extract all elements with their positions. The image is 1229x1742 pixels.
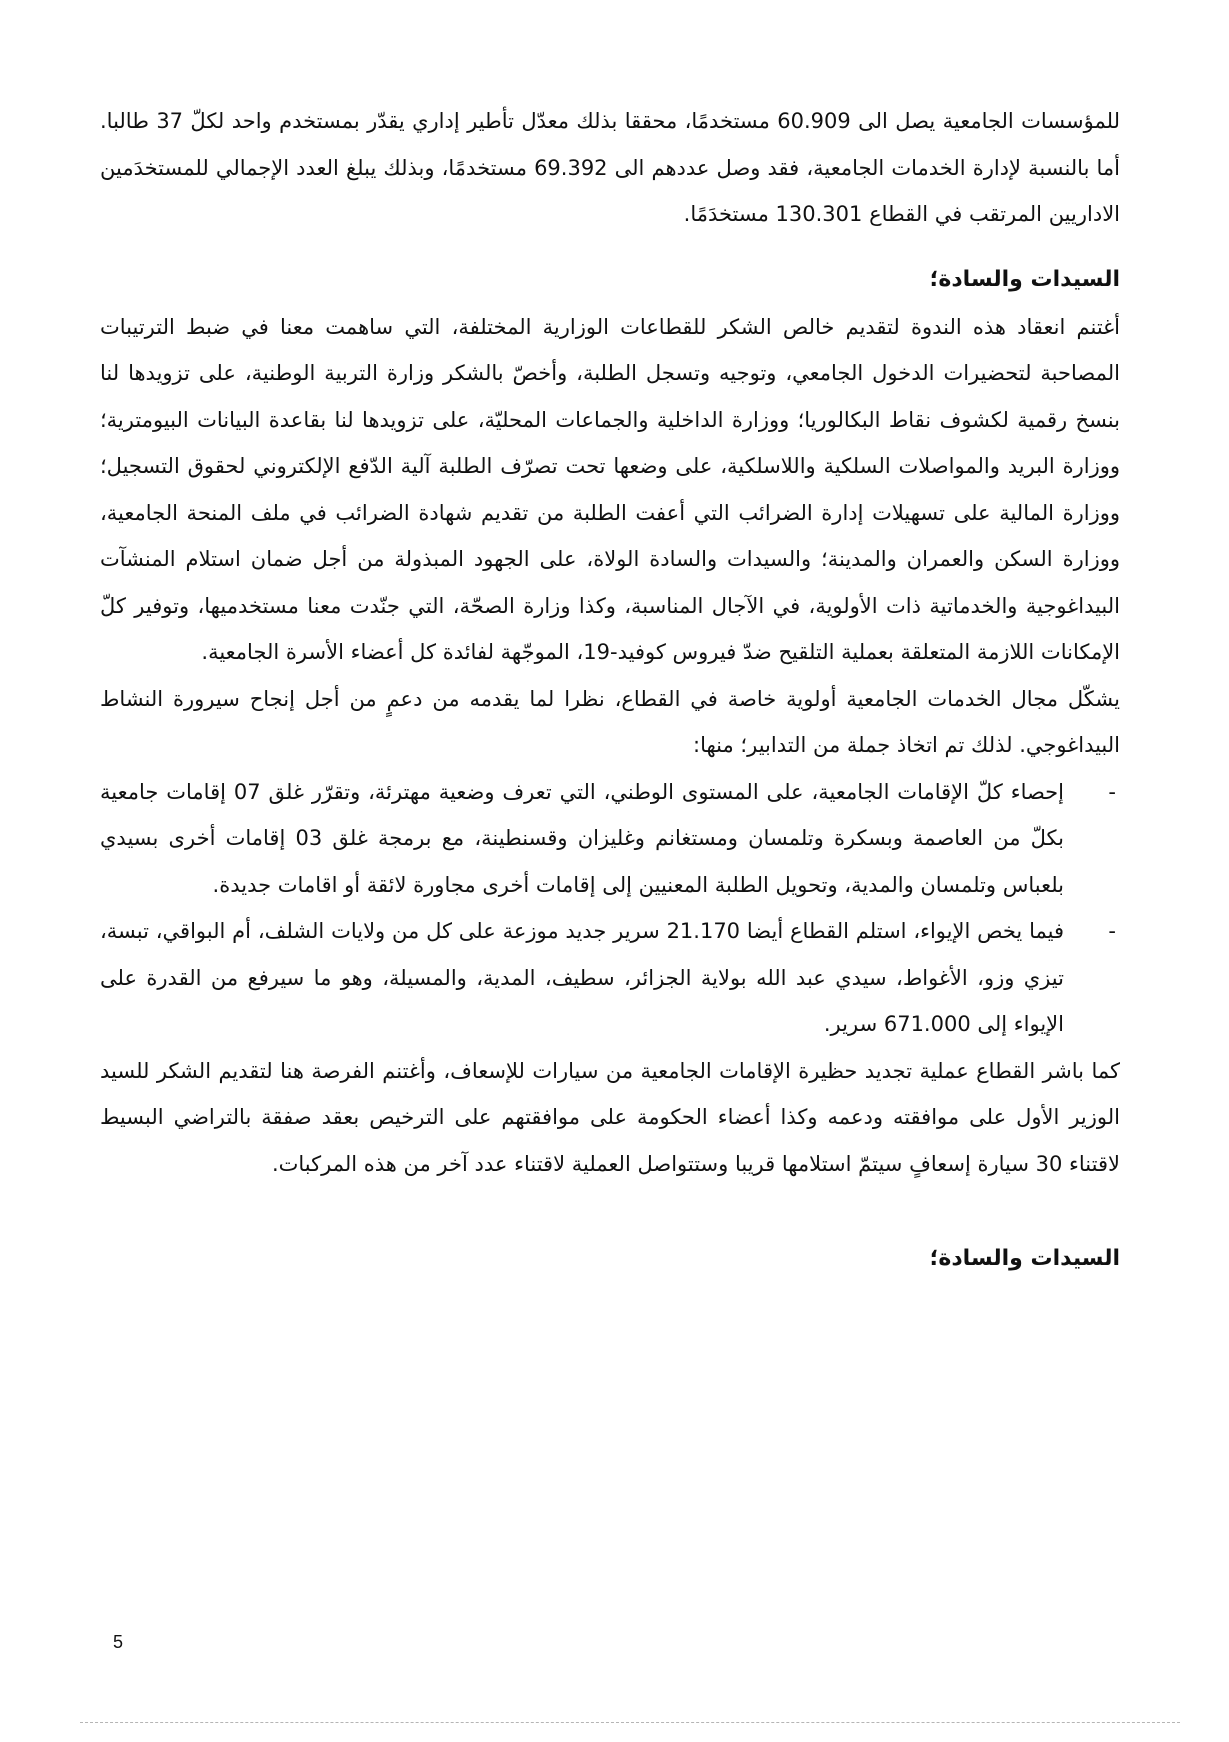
ambulance-paragraph: كما باشر القطاع عملية تجديد حظيرة الإقامات الجامعية من سيارات للإسعاف، وأغتنم الفرصة هنا لتقديم الشكر للسيد الوزير الأول على موافقته ودعمه وكذا أعضاء الحكومة على موافقتهم على الترخيص بعقد صفقة بالتراضي البسيط لاقتناء 30 سيارة إسعافٍ سيتمّ استلامها قريبا وستتواصل العملية لاقتناء عدد آخر من هذه المركبات. — [100, 1058, 1120, 1176]
thanks-paragraph: أغتنم انعقاد هذه الندوة لتقديم خالص الشكر للقطاعات الوزارية المختلفة، التي ساهمت معنا في ضبط الترتيبات المصاحبة لتحضيرات الدخول الجامعي، وتوجيه وتسجل الطلبة، وأخصّ بالشكر وزارة التربية الوطنية، على تزويدها لنا بنسخ رقمية لكشوف نقاط البكالوريا؛ ووزارة الداخلية والجماعات المحليّة، على تزويدها لنا بقاعدة البيانات البيومترية؛ ووزارة البريد والمواصلات السلكية واللاسلكية، على وضعها تحت تصرّف الطلبة آلية الدّفع الإلكتروني لحقوق التسجيل؛ ووزارة المالية على تسهيلات إدارة الضرائب التي أعفت الطلبة من تقديم شهادة الضرائب في ملف المنحة الجامعية، ووزارة السكن والعمران والمدينة؛ والسيدات والسادة الولاة، على الجهود المبذولة من أجل ضمان استلام المنشآت البيداغوجية والخدماتية ذات الأولوية، في الآجال المناسبة، وكذا وزارة الصحّة، التي جنّدت معنا مستخدميها، وتوفير كلّ الإمكانات اللازمة المتعلقة بعملية التلقيح ضدّ فيروس كوفيد-19، الموجّهة لفائدة كل أعضاء الأسرة الجامعية. — [100, 314, 1120, 664]
measures-list — [100, 769, 1120, 1048]
section-heading: السيدات والسادة؛ — [929, 266, 1120, 292]
services-paragraph: يشكّل مجال الخدمات الجامعية أولوية خاصة في القطاع، نظرا لما يقدمه من دعمٍ من أجل إنجاح سيرورة النشاط البيداغوجي. لذلك تم اتخاذ جملة من التدابير؛ منها: — [100, 686, 1120, 757]
page-number: 5 — [113, 1632, 124, 1652]
list-item — [100, 908, 1116, 1048]
list-bullet: - — [1108, 779, 1116, 804]
intro-paragraph: للمؤسسات الجامعية يصل الى 60.909 مستخدمًا، محققا بذلك معدّل تأطير إداري يقدّر بمستخدم واحد لكلّ 37 طالبا. أما بالنسبة لإدارة الخدمات الجامعية، فقد وصل عددهم الى 69.392 مستخدمًا، وبذلك يبلغ العدد الإجمالي للمستخدَمين الاداريين المرتقب في القطاع 130.301 مستخدَمًا. — [100, 109, 1121, 226]
bottom-divider — [80, 1722, 1180, 1723]
section-heading: السيدات والسادة؛ — [929, 1246, 1120, 1271]
page-body — [100, 98, 1120, 1279]
list-item-text: إحصاء كلّ الإقامات الجامعية، على المستوى الوطني، التي تعرف وضعية مهترئة، وتقرّر غلق 07 إقامات جامعية بكلّ من العاصمة وبسكرة وتلمسان ومستغانم وغليزان وقسنطينة، مع برمجة غلق 03 إقامات أخرى بسيدي بلعباس وتلمسان والمدية، وتحويل الطلبة المعنيين إلى إقامات أخرى مجاورة لائقة أو اقامات جديدة. — [100, 779, 1064, 897]
list-bullet: - — [1108, 919, 1116, 943]
list-item — [100, 769, 1116, 909]
list-item-text: فيما يخص الإيواء، استلم القطاع أيضا 21.170 سرير جديد موزعة على كل من ولايات الشلف، أم البواقي، تبسة، تيزي وزو، الأغواط، سيدي عبد الله بولاية الجزائر، سطيف، المدية، والمسيلة، وهو ما سيرفع من القدرة على الإيواء إلى 671.000 سرير. — [100, 919, 1064, 1036]
